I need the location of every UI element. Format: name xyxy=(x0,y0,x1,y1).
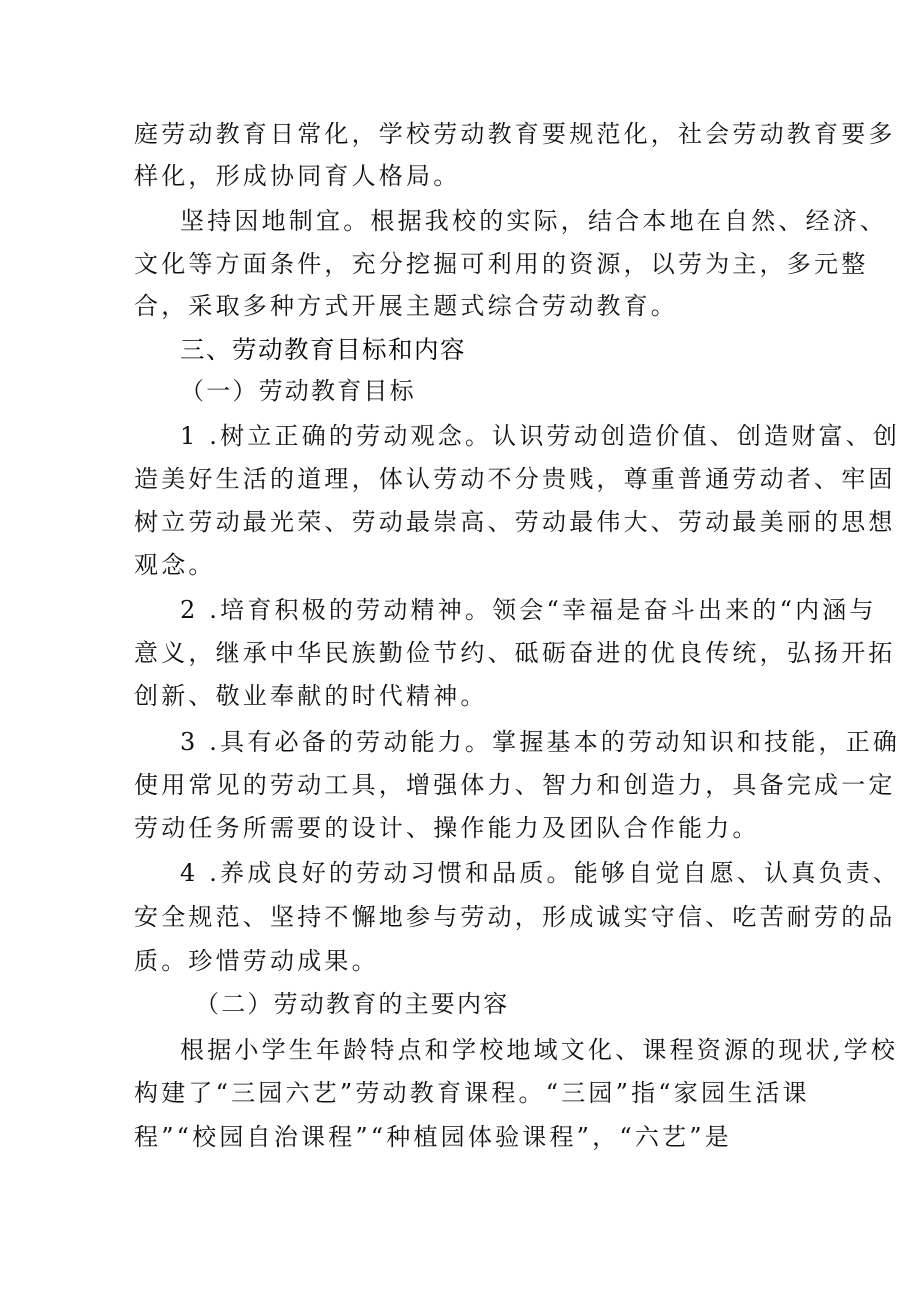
text-line: 意义，继承中华民族勤俭节约、砥砺奋进的优良传统，弘扬开拓 xyxy=(134,639,896,667)
text-line: 构建了“三园六艺”劳动教育课程。“三园”指“家园生活课 xyxy=(134,1079,810,1107)
text-line: 文化等方面条件，充分挖掘可利用的资源，以劳为主，多元整 xyxy=(134,250,869,278)
text-line: 2 .培育积极的劳动精神。领会“幸福是奋斗出来的“内涵与 xyxy=(180,596,877,624)
text-line: 3 .具有必备的劳动能力。掌握基本的劳动知识和技能，正确 xyxy=(180,728,901,756)
text-line: 4 .养成良好的劳动习惯和品质。能够自觉自愿、认真负责、 xyxy=(180,859,901,887)
text-line: 样化，形成协同育人格局。 xyxy=(134,162,461,190)
text-line: 程”“校园自治课程”“种植园体验课程”，“六艺”是 xyxy=(134,1123,732,1151)
subsection-heading-goals: （一）劳动教育目标 xyxy=(180,377,416,405)
text-line: 树立劳动最光荣、劳动最崇高、劳动最伟大、劳动最美丽的思想 xyxy=(134,508,896,536)
text-line: 劳动任务所需要的设计、操作能力及团队合作能力。 xyxy=(134,814,760,842)
subsection-heading-content: （二）劳动教育的主要内容 xyxy=(195,990,510,1018)
text-line: 使用常见的劳动工具，增强体力、智力和创造力，具备完成一定 xyxy=(134,771,896,799)
text-line: 质。珍惜劳动成果。 xyxy=(134,947,379,975)
text-line: 根据小学生年龄特点和学校地域文化、课程资源的现状,学校 xyxy=(180,1036,899,1064)
text-line: 造美好生活的道理，体认劳动不分贵贱，尊重普通劳动者、牢固 xyxy=(134,465,896,493)
text-line: 坚持因地制宜。根据我校的实际，结合本地在自然、经济、 xyxy=(180,207,888,235)
text-line: 观念。 xyxy=(134,551,216,579)
text-line: 合，采取多种方式开展主题式综合劳动教育。 xyxy=(134,292,678,320)
text-line: 安全规范、坚持不懈地参与劳动，形成诚实守信、吃苦耐劳的品 xyxy=(134,903,896,931)
text-line: 1 .树立正确的劳动观念。认识劳动创造价值、创造财富、创 xyxy=(180,422,901,450)
text-line: 创新、敬业奉献的时代精神。 xyxy=(134,682,488,710)
section-heading: 三、劳动教育目标和内容 xyxy=(180,335,466,364)
text-line: 庭劳动教育日常化，学校劳动教育要规范化，社会劳动教育要多 xyxy=(134,120,896,148)
